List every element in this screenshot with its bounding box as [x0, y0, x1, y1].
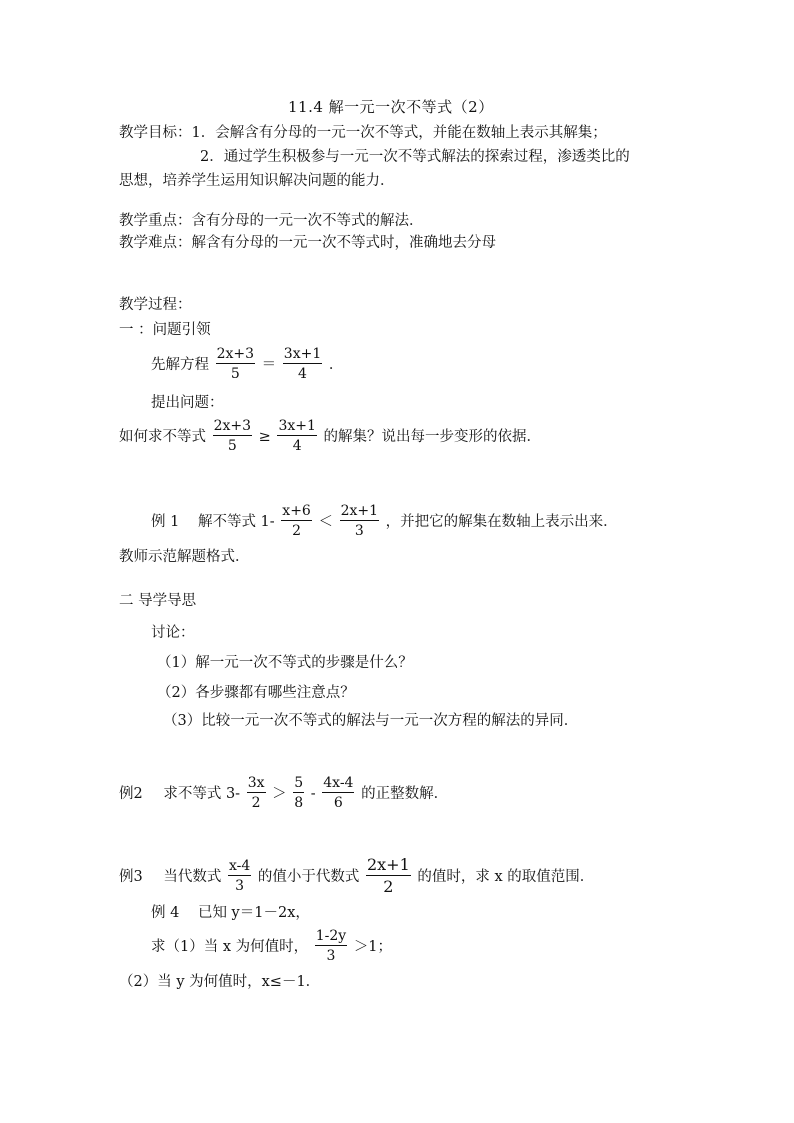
equation-rhs-denominator: 4 — [298, 366, 307, 382]
section2-heading: 二 导学导思 — [119, 593, 197, 609]
example3-mid: 的值小于代数式 — [257, 868, 360, 885]
example3-tail: 的值时，求 x 的取值范围． — [417, 868, 595, 885]
example3-fraction-2 — [366, 857, 411, 895]
equation-rhs-fraction — [283, 347, 322, 381]
example4-given: 已知 y＝1－2x， — [197, 905, 310, 921]
example1-tail: ，并把它的解集在数轴上表示出来． — [385, 513, 618, 530]
inequality-lhs-fraction — [213, 419, 252, 453]
objective-item-2: 2．通过学生积极参与一元一次不等式解法的探索过程，渗透类比的 — [200, 149, 630, 165]
equation-lhs-fraction — [216, 347, 255, 381]
example3-intro: 当代数式 — [163, 868, 222, 885]
example1-line — [151, 505, 618, 539]
example3-fraction-1 — [228, 859, 251, 893]
example4-question-1-numerator: 1-2y — [315, 928, 347, 944]
page-title: 11.4 解一元一次不等式（2） — [288, 98, 494, 116]
difficult-point: 教学难点：解含有分母的一元一次不等式时，准确地去分母 — [119, 235, 496, 251]
inequality-question-line — [119, 420, 541, 454]
example3-fraction-2-numerator: 2x+1 — [366, 855, 410, 874]
equation-intro: 先解方程 — [151, 356, 209, 373]
objectives-label: 教学目标： — [119, 125, 192, 141]
example4-label: 例 4 — [151, 905, 180, 921]
example2-fraction-1-denominator: 2 — [251, 795, 261, 811]
example3-line — [119, 855, 595, 896]
equation-line — [151, 348, 343, 382]
example1-lhs-denominator: 2 — [292, 523, 302, 539]
example4-line — [151, 906, 310, 921]
example3-fraction-1-numerator: x-4 — [228, 858, 251, 874]
inequality-lhs-numerator: 2x+3 — [213, 418, 252, 434]
key-point: 教学重点：含有分母的一元一次不等式的解法． — [119, 213, 424, 229]
equation-rhs-numerator: 3x+1 — [283, 346, 322, 362]
example2-fraction-2-denominator: 8 — [294, 795, 304, 811]
raise-question: 提出问题： — [151, 395, 224, 411]
objective-item-2-cont: 思想，培养学生运用知识解决问题的能力． — [119, 173, 395, 189]
example4-question-1-fraction — [315, 929, 347, 963]
discussion-question-3: （3）比较一元一次不等式的解法与一元一次方程的解法的异同． — [163, 713, 579, 729]
inequality-intro: 如何求不等式 — [119, 428, 206, 445]
example1-label: 例 1 — [151, 513, 180, 530]
process-label: 教学过程： — [119, 297, 192, 313]
example4-question-1-intro: 求（1）当 x 为何值时， — [151, 938, 309, 955]
objectives-line-1 — [119, 126, 607, 141]
inequality-rhs-denominator: 4 — [292, 438, 302, 454]
example2-fraction-3-numerator: 4x-4 — [323, 775, 354, 791]
example2-fraction-2 — [293, 776, 304, 810]
discussion-question-1: （1）解一元一次不等式的步骤是什么？ — [157, 655, 413, 671]
example4-question-1-tail: ＞1； — [353, 938, 393, 955]
example2-fraction-1-numerator: 3x — [247, 775, 265, 791]
inequality-tail: 的解集？说出每一步变形的依据． — [323, 428, 541, 445]
example2-fraction-3-denominator: 6 — [333, 795, 343, 811]
example1-rhs-numerator: 2x+1 — [340, 503, 379, 519]
example2-fraction-2-numerator: 5 — [294, 775, 304, 791]
equation-end: ． — [328, 356, 344, 373]
example1-lhs-numerator: x+6 — [282, 503, 311, 519]
discuss-label: 讨论： — [151, 625, 195, 641]
example1-rhs-denominator: 3 — [354, 523, 364, 539]
example2-label: 例2 — [119, 785, 143, 802]
example2-fraction-1 — [247, 776, 266, 810]
equation-lhs-numerator: 2x+3 — [216, 346, 255, 362]
discussion-question-2: （2）各步骤都有哪些注意点？ — [157, 685, 355, 701]
example3-fraction-1-denominator: 3 — [235, 878, 245, 894]
example1-note: 教师示范解题格式． — [119, 549, 250, 565]
example1-intro: 解不等式 1- — [197, 513, 275, 530]
inequality-rhs-numerator: 3x+1 — [278, 418, 316, 434]
example2-fraction-3 — [322, 776, 354, 810]
section1-heading: 一 ：问题引领 — [119, 322, 211, 338]
inequality-rhs-fraction — [277, 419, 316, 453]
example2-line — [119, 777, 448, 811]
example3-label: 例3 — [119, 868, 143, 885]
example3-fraction-2-denominator: 2 — [383, 877, 394, 896]
example2-tail: 的正整数解． — [361, 785, 449, 802]
example2-intro: 求不等式 3- — [163, 785, 241, 802]
equation-lhs-denominator: 5 — [230, 366, 240, 382]
example4-question-1-denominator: 3 — [326, 948, 336, 964]
example2-minus: - — [310, 785, 316, 802]
objective-item-1: 1．会解含有分母的一元一次不等式，并能在数轴上表示其解集； — [191, 125, 607, 141]
example4-question-1-line — [151, 930, 392, 964]
example1-lhs-fraction — [281, 504, 312, 538]
example1-rhs-fraction — [340, 504, 379, 538]
equation-sign: ＝ — [261, 356, 277, 373]
inequality-sign: ≥ — [258, 428, 271, 445]
inequality-lhs-denominator: 5 — [227, 438, 237, 454]
example1-sign: ＜ — [318, 513, 333, 530]
example2-sign: ＞ — [272, 785, 287, 802]
example4-question-2: （2）当 y 为何值时，x≤－1． — [119, 974, 321, 990]
